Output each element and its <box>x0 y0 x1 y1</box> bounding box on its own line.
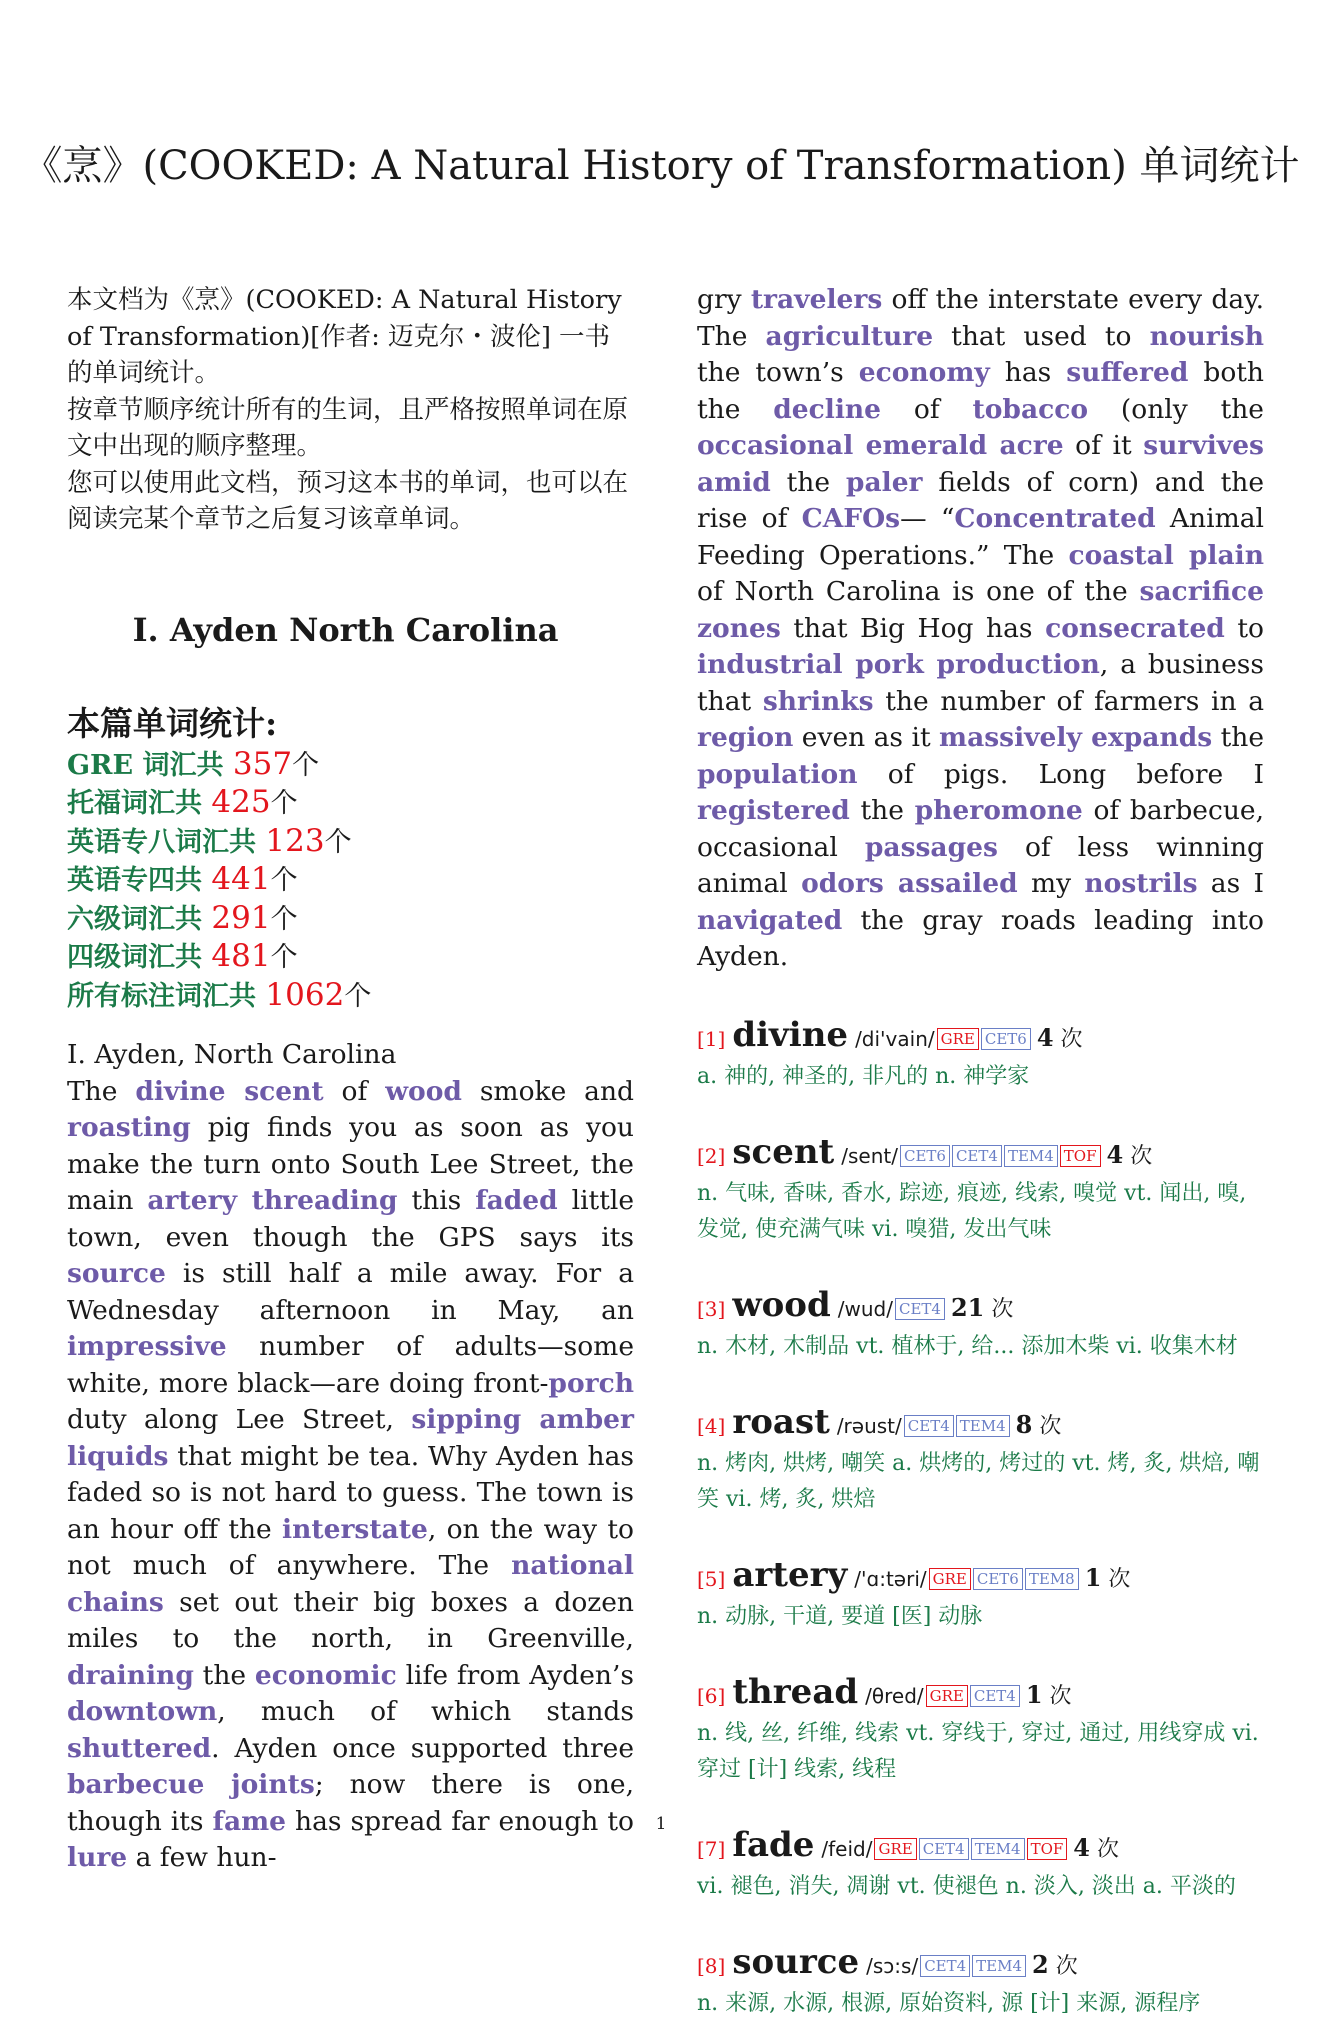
highlighted-word: impressive <box>67 1331 227 1362</box>
tag-badge: TEM4 <box>1004 1145 1058 1167</box>
vocab-definition: a. 神的, 神圣的, 非凡的 n. 神学家 <box>697 1063 1030 1089</box>
stat-item <box>67 746 634 785</box>
highlighted-word: interstate <box>282 1513 428 1545</box>
word-stats <box>67 746 634 1016</box>
tag-badge: CET4 <box>920 1955 970 1977</box>
tag-badge: CET6 <box>900 1145 950 1167</box>
highlighted-word: sacrifice zones <box>697 576 1264 644</box>
stat-unit: 个 <box>270 903 298 935</box>
vocab-word: artery <box>732 1554 848 1595</box>
vocab-definition: n. 动脉, 干道, 要道 [医] 动脉 <box>697 1603 983 1629</box>
stat-item <box>67 861 634 900</box>
vocab-times: 次 <box>1049 1683 1072 1709</box>
highlighted-word: national chains <box>67 1550 634 1618</box>
vocab-pronunciation: /rəust/ <box>836 1413 902 1438</box>
vocab-pronunciation: /θred/ <box>865 1683 924 1708</box>
vocab-index: [6] <box>697 1683 726 1708</box>
vocab-definition: vi. 褪色, 消失, 凋谢 vt. 使褪色 n. 淡入, 淡出 a. 平淡的 <box>697 1873 1236 1899</box>
vocab-definition: n. 线, 丝, 纤维, 线索 vt. 穿线于, 穿过, 通过, 用线穿成 vi. 穿过 [计] 线索, 线程 <box>697 1720 1259 1782</box>
highlighted-word: agriculture <box>765 320 934 352</box>
vocab-definition: n. 来源, 水源, 根源, 原始资料, 源 [计] 来源, 源程序 <box>697 1990 1201 2016</box>
highlighted-word: population <box>697 758 858 790</box>
highlighted-word: faded <box>475 1185 558 1216</box>
tag-badge: CET4 <box>952 1145 1002 1167</box>
tag-badge: CET4 <box>919 1838 969 1860</box>
highlighted-word: tobacco <box>972 393 1089 425</box>
vocab-head <box>697 1016 1264 1059</box>
vocab-word: scent <box>732 1131 835 1172</box>
passage-text-continued: gry travelers off the interstate every day. The agriculture that used to nourish the town’s economy has suffered both the decline of tobacco (only the occasional emerald acre of it survives amid the paler fields of corn) and the rise of CAFOs— “Concentrated Animal Feeding Operations.” The coastal plain of North Carolina is one of the sacrifice zones that Big Hog has consecrated to industrial pork production, a business that shrinks the number of farmers in a region even as it massively expands the population of pigs. Long before I registered the pheromone of barbecue, occasional passages of less winning animal odors assailed my nostrils as I navigated the gray roads leading into Ayden. <box>697 284 1265 972</box>
highlighted-word: CAFOs <box>801 503 901 534</box>
vocab-pronunciation: /wud/ <box>837 1296 893 1321</box>
vocab-pronunciation: /di'vain/ <box>855 1026 935 1051</box>
intro-paragraph: 本文档为《烹》(COOKED: A Natural History of Transformation)[作者: 迈克尔・波伦] 一书的单词统计。 <box>67 285 622 388</box>
vocab-count: 1 <box>1025 1679 1043 1709</box>
vocab-index: [4] <box>697 1413 726 1438</box>
highlighted-word: suffered <box>1066 357 1189 388</box>
highlighted-word: divine scent <box>135 1075 324 1107</box>
highlighted-word: industrial pork production <box>697 649 1100 680</box>
tag-badge: TEM4 <box>956 1415 1010 1437</box>
highlighted-word: registered <box>697 795 850 826</box>
vocab-entry <box>697 1673 1264 1788</box>
vocab-entry <box>697 1016 1264 1095</box>
page-number: 1 <box>655 1814 667 1834</box>
vocab-word: wood <box>732 1284 831 1325</box>
stat-label: 托福词汇共 <box>67 788 212 819</box>
tag-badge: GRE <box>929 1568 971 1590</box>
vocab-count: 2 <box>1032 1949 1049 1979</box>
vocab-entry <box>697 1826 1264 1905</box>
vocab-index: [5] <box>697 1566 726 1591</box>
vocab-word: divine <box>732 1014 849 1055</box>
vocab-head <box>697 1943 1264 1986</box>
stat-unit: 个 <box>270 942 298 973</box>
highlighted-word: draining <box>67 1659 194 1691</box>
tag-badge: GRE <box>937 1028 979 1050</box>
stat-unit: 个 <box>270 788 298 819</box>
highlighted-word: lure <box>67 1842 128 1873</box>
chapter-heading: I. Ayden North Carolina <box>132 610 559 649</box>
vocab-entry <box>697 1943 1264 2022</box>
left-column <box>67 282 634 1877</box>
highlighted-word: decline <box>773 393 882 425</box>
stat-item <box>67 784 634 823</box>
vocab-head <box>697 1556 1264 1599</box>
vocab-word: fade <box>732 1824 815 1865</box>
highlighted-word: economy <box>858 357 990 388</box>
stat-label: 英语专八词汇共 <box>67 826 266 858</box>
tag-badge: TOF <box>1027 1838 1068 1860</box>
vocab-head <box>697 1673 1264 1716</box>
stat-count: 123 <box>265 822 325 859</box>
tag-badge: CET4 <box>970 1685 1020 1707</box>
stat-unit: 个 <box>270 865 298 896</box>
highlighted-word: artery threading <box>147 1185 398 1216</box>
stat-item <box>67 823 634 862</box>
vocab-index: [2] <box>697 1143 726 1168</box>
stat-unit: 个 <box>344 980 372 1012</box>
highlighted-word: porch <box>548 1367 634 1399</box>
stat-count: 291 <box>211 899 271 936</box>
vocab-count: 4 <box>1073 1832 1090 1862</box>
intro-paragraph: 您可以使用此文档，预习这本书的单词，也可以在阅读完某个章节之后复习该章单词。 <box>67 467 629 534</box>
vocab-times: 次 <box>1039 1413 1062 1439</box>
intro-paragraph: 按章节顺序统计所有的生词，且严格按照单词在原文中出现的顺序整理。 <box>67 394 629 461</box>
vocab-word: source <box>732 1941 860 1982</box>
vocab-times: 次 <box>1060 1026 1083 1052</box>
highlighted-word: massively expands <box>939 722 1213 753</box>
stat-item <box>67 938 634 977</box>
vocab-times: 次 <box>1055 1953 1078 1979</box>
stat-label: GRE 词汇共 <box>67 749 233 781</box>
highlighted-word: source <box>67 1258 166 1289</box>
highlighted-word: shrinks <box>762 685 874 717</box>
highlighted-word: survives amid <box>697 430 1264 498</box>
vocab-head <box>697 1403 1264 1446</box>
vocab-entry <box>697 1556 1264 1635</box>
vocab-pronunciation: /feid/ <box>821 1836 873 1861</box>
stat-item <box>67 900 634 939</box>
intro <box>67 282 634 538</box>
tag-badge: TOF <box>1060 1145 1101 1167</box>
vocab-entry <box>697 1133 1264 1248</box>
stat-label: 英语专四共 <box>67 865 212 896</box>
stat-count: 357 <box>232 745 293 782</box>
stat-item <box>67 977 634 1016</box>
stat-unit: 个 <box>292 749 320 781</box>
highlighted-word: economic <box>254 1659 397 1691</box>
stat-label: 所有标注词汇共 <box>67 980 266 1012</box>
highlighted-word: downtown <box>67 1696 218 1727</box>
highlighted-word: coastal plain <box>1068 539 1264 571</box>
vocab-index: [1] <box>697 1026 726 1051</box>
highlighted-word: pheromone <box>914 795 1083 826</box>
vocab-times: 次 <box>1130 1143 1153 1169</box>
stats-heading: 本篇单词统计: <box>67 703 278 743</box>
highlighted-word: nostrils <box>1084 868 1198 899</box>
highlighted-word: region <box>697 722 794 753</box>
stat-count: 425 <box>211 784 271 820</box>
vocab-count: 4 <box>1036 1022 1054 1052</box>
tag-badge: CET4 <box>895 1298 945 1320</box>
vocab-index: [3] <box>697 1296 726 1321</box>
highlighted-word: travelers <box>750 284 883 315</box>
vocab-entry <box>697 1286 1264 1365</box>
vocab-count: 21 <box>950 1292 985 1322</box>
highlighted-word: wood <box>385 1075 462 1107</box>
stat-label: 六级词汇共 <box>67 903 212 935</box>
vocab-pronunciation: /'ɑ:təri/ <box>854 1566 927 1591</box>
page-title: 《烹》(COOKED: A Natural History of Transformation) 单词统计 <box>22 143 1300 189</box>
tag-badge: TEM4 <box>971 1838 1025 1860</box>
highlighted-word: odors assailed <box>801 868 1018 899</box>
right-column <box>697 282 1264 2022</box>
stat-count: 481 <box>211 938 271 974</box>
vocab-count: 1 <box>1084 1562 1102 1592</box>
vocab-definition: n. 烤肉, 烘烤, 嘲笑 a. 烘烤的, 烤过的 vt. 烤, 炙, 烘焙, 嘲笑 vi. 烤, 炙, 烘焙 <box>697 1450 1260 1512</box>
tag-badge: CET4 <box>904 1415 954 1437</box>
vocab-count: 4 <box>1106 1139 1124 1169</box>
passage-text: The divine scent of wood smoke and roasting pig finds you as soon as you make the turn onto South Lee Street, the main artery threading this faded little town, even though the GPS says its source is still half a mile away. For a Wednesday afternoon in May, an impressive number of adults—some white, more black—are doing front-porch duty along Lee Street, sipping amber liquids that might be tea. Why Ayden has faded so is not hard to guess. The town is an hour off the interstate, on the way to not much of anywhere. The national chains set out their big boxes a dozen miles to the north, in Greenville, draining the economic life from Ayden’s downtown, much of which stands shuttered. Ayden once supported three barbecue joints; now there is one, though its fame has spread far enough to lure a few hun- <box>67 1075 634 1873</box>
tag-badge: TEM8 <box>1025 1568 1079 1590</box>
vocab-times: 次 <box>991 1296 1014 1322</box>
section-label: I. Ayden, North Carolina <box>67 1039 397 1070</box>
tag-badge: CET6 <box>981 1028 1031 1050</box>
highlighted-word: sipping amber liquids <box>67 1404 634 1472</box>
highlighted-word: roasting <box>67 1112 191 1143</box>
vocab-index: [7] <box>697 1836 726 1861</box>
vocab-head <box>697 1286 1264 1329</box>
highlighted-word: occasional emerald acre <box>697 430 1064 461</box>
highlighted-word: paler <box>845 466 923 498</box>
tag-badge: GRE <box>874 1838 916 1860</box>
tag-badge: CET6 <box>973 1568 1023 1590</box>
vocab-head <box>697 1133 1264 1176</box>
vocab-times: 次 <box>1096 1836 1119 1862</box>
vocab-word: thread <box>732 1671 859 1712</box>
vocab-list <box>697 1016 1264 2022</box>
vocab-entry <box>697 1403 1264 1518</box>
tag-badge: TEM4 <box>972 1955 1026 1977</box>
highlighted-word: consecrated <box>1045 612 1225 644</box>
highlighted-word: fame <box>212 1805 287 1837</box>
stat-unit: 个 <box>324 826 352 858</box>
vocab-times: 次 <box>1108 1566 1131 1592</box>
stat-count: 1062 <box>265 976 345 1013</box>
highlighted-word: barbecue joints <box>67 1769 315 1800</box>
vocab-definition: n. 气味, 香味, 香水, 踪迹, 痕迹, 线索, 嗅觉 vt. 闻出, 嗅, 发觉, 使充满气味 vi. 嗅猎, 发出气味 <box>697 1180 1247 1242</box>
stat-label: 四级词汇共 <box>67 942 212 973</box>
vocab-pronunciation: /sent/ <box>841 1143 898 1168</box>
vocab-word: roast <box>732 1401 830 1442</box>
vocab-pronunciation: /sɔ:s/ <box>866 1953 919 1978</box>
highlighted-word: navigated <box>697 904 843 936</box>
stat-count: 441 <box>211 861 271 897</box>
vocab-index: [8] <box>697 1953 726 1978</box>
highlighted-word: shuttered <box>67 1732 212 1764</box>
tag-badge: GRE <box>926 1685 968 1707</box>
vocab-definition: n. 木材, 木制品 vt. 植林于, 给... 添加木柴 vi. 收集木材 <box>697 1333 1238 1359</box>
highlighted-word: Concentrated <box>954 503 1156 534</box>
highlighted-word: passages <box>864 831 998 863</box>
vocab-count: 8 <box>1015 1409 1033 1439</box>
highlighted-word: nourish <box>1149 320 1264 352</box>
